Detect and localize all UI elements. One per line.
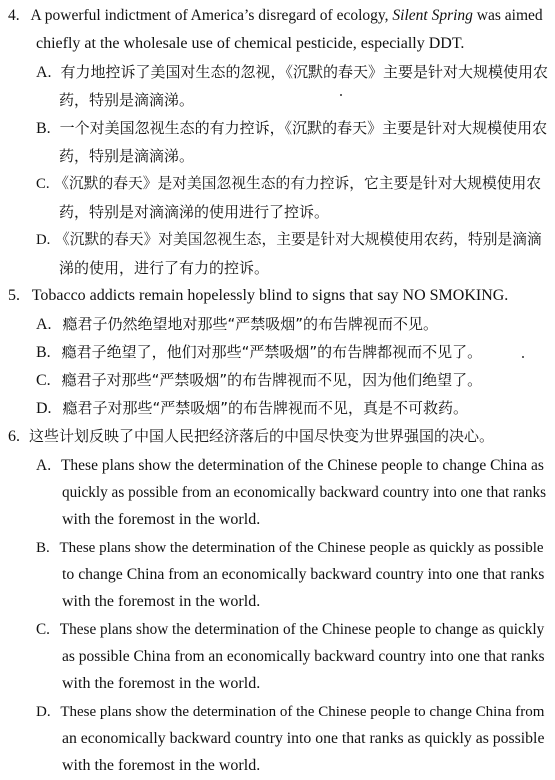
option-letter: C.: [36, 621, 50, 638]
q5-stem-text: Tobacco addicts remain hopelessly blind to signs that say NO SMOKING.: [31, 287, 509, 304]
q6-option-c-line2: as possible China from an economically backward country into one that ranks: [62, 648, 545, 665]
q5-stem: [8, 286, 508, 306]
option-text-line1: These plans show the determination of the Chinese people to change China from: [60, 704, 545, 720]
option-text-line1: These plans show the determination of the Chinese people to change China as: [60, 457, 544, 474]
option-text: 瘾君子绝望了，他们对那些“严禁吸烟”的布告牌都视而不见了。: [61, 343, 483, 361]
q4-option-a-line2: 药，特别是滴滴涕。: [59, 91, 195, 109]
q6-option-a-line3: with the foremost in the world.: [62, 511, 261, 528]
q4-stem-part1: A powerful indictment of America’s disregard of ecology,: [30, 7, 393, 24]
option-letter: D.: [36, 232, 51, 248]
option-letter: C.: [36, 372, 51, 389]
option-letter: B.: [36, 540, 50, 556]
option-text: 有力地控诉了美国对生态的忽视，《沉默的春天》主要是针对大规模使用农: [60, 63, 549, 81]
q6-option-d: [36, 702, 544, 722]
q6-option-a: [36, 456, 544, 476]
scan-speck: [522, 356, 524, 358]
q4-number: 4.: [8, 7, 20, 24]
q4-option-d: [36, 230, 542, 250]
option-text-line1: These plans show the determination of the Chinese people to change as quickly: [59, 621, 545, 638]
q4-option-a: [36, 62, 548, 83]
option-letter: A.: [36, 457, 52, 474]
q6-option-a-line2: quickly as possible from an economically backward country into one that ranks: [62, 484, 547, 501]
option-text: 《沉默的春天》是对美国忽视生态的有力控诉，它主要是针对大规模使用农: [54, 175, 541, 192]
q4-option-c: [36, 174, 541, 194]
option-text: 《沉默的春天》对美国忽视生态，主要是针对大规模使用农药，特别是滴滴: [55, 231, 542, 248]
option-letter: D.: [36, 400, 52, 417]
q6-option-c: [36, 620, 544, 640]
q6-option-d-line2: an economically backward country into one that ranks as quickly as possible: [62, 730, 545, 747]
q4-stem-line2: chiefly at the wholesale use of chemical pesticide, especially DDT.: [36, 35, 465, 52]
option-letter: D.: [36, 704, 51, 720]
q6-option-b-line2: to change China from an economically backward country into one that ranks: [62, 566, 545, 583]
q4-stem-line1: [8, 6, 546, 26]
option-text-line1: These plans show the determination of the Chinese people as quickly as possible: [59, 540, 544, 556]
option-letter: B.: [36, 120, 51, 137]
q4-stem-italic: Silent Spring: [392, 7, 473, 24]
option-letter: B.: [36, 344, 51, 361]
q6-stem: [8, 426, 494, 447]
q5-number: 5.: [8, 287, 20, 304]
q4-stem-part2: was aimed: [472, 7, 543, 24]
option-letter: A.: [36, 316, 52, 333]
q6-option-b-line3: with the foremost in the world.: [62, 593, 261, 610]
option-text: 一个对美国忽视生态的有力控诉，《沉默的春天》主要是针对大规模使用农: [59, 119, 548, 137]
q5-option-b: [36, 342, 482, 363]
q5-option-a: [36, 314, 438, 335]
option-text: 瘾君子仍然绝望地对那些“严禁吸烟”的布告牌视而不见。: [62, 315, 439, 333]
scan-speck: [340, 94, 342, 96]
q6-option-c-line3: with the foremost in the world.: [62, 675, 261, 692]
q6-option-d-line3: with the foremost in the world.: [62, 757, 261, 774]
q6-option-b: [36, 538, 544, 558]
q4-option-b-line2: 药，特别是滴滴涕。: [59, 147, 195, 165]
option-text: 瘾君子对那些“严禁吸烟”的布告牌视而不见，真是不可救药。: [62, 399, 469, 417]
option-text: 瘾君子对那些“严禁吸烟”的布告牌视而不见，因为他们绝望了。: [61, 371, 483, 389]
q6-number: 6.: [8, 428, 20, 445]
q4-option-c-line2: 药，特别是对滴滴涕的使用进行了控诉。: [59, 203, 330, 221]
q5-option-c: [36, 370, 482, 391]
option-letter: C.: [36, 176, 50, 192]
q4-option-d-line2: 涕的使用，进行了有力的控诉。: [59, 259, 270, 277]
q4-option-b: [36, 118, 547, 139]
q5-option-d: [36, 398, 468, 419]
q6-stem-text: 这些计划反映了中国人民把经济落后的中国尽快变为世界强国的决心。: [28, 427, 494, 445]
option-letter: A.: [36, 64, 52, 81]
